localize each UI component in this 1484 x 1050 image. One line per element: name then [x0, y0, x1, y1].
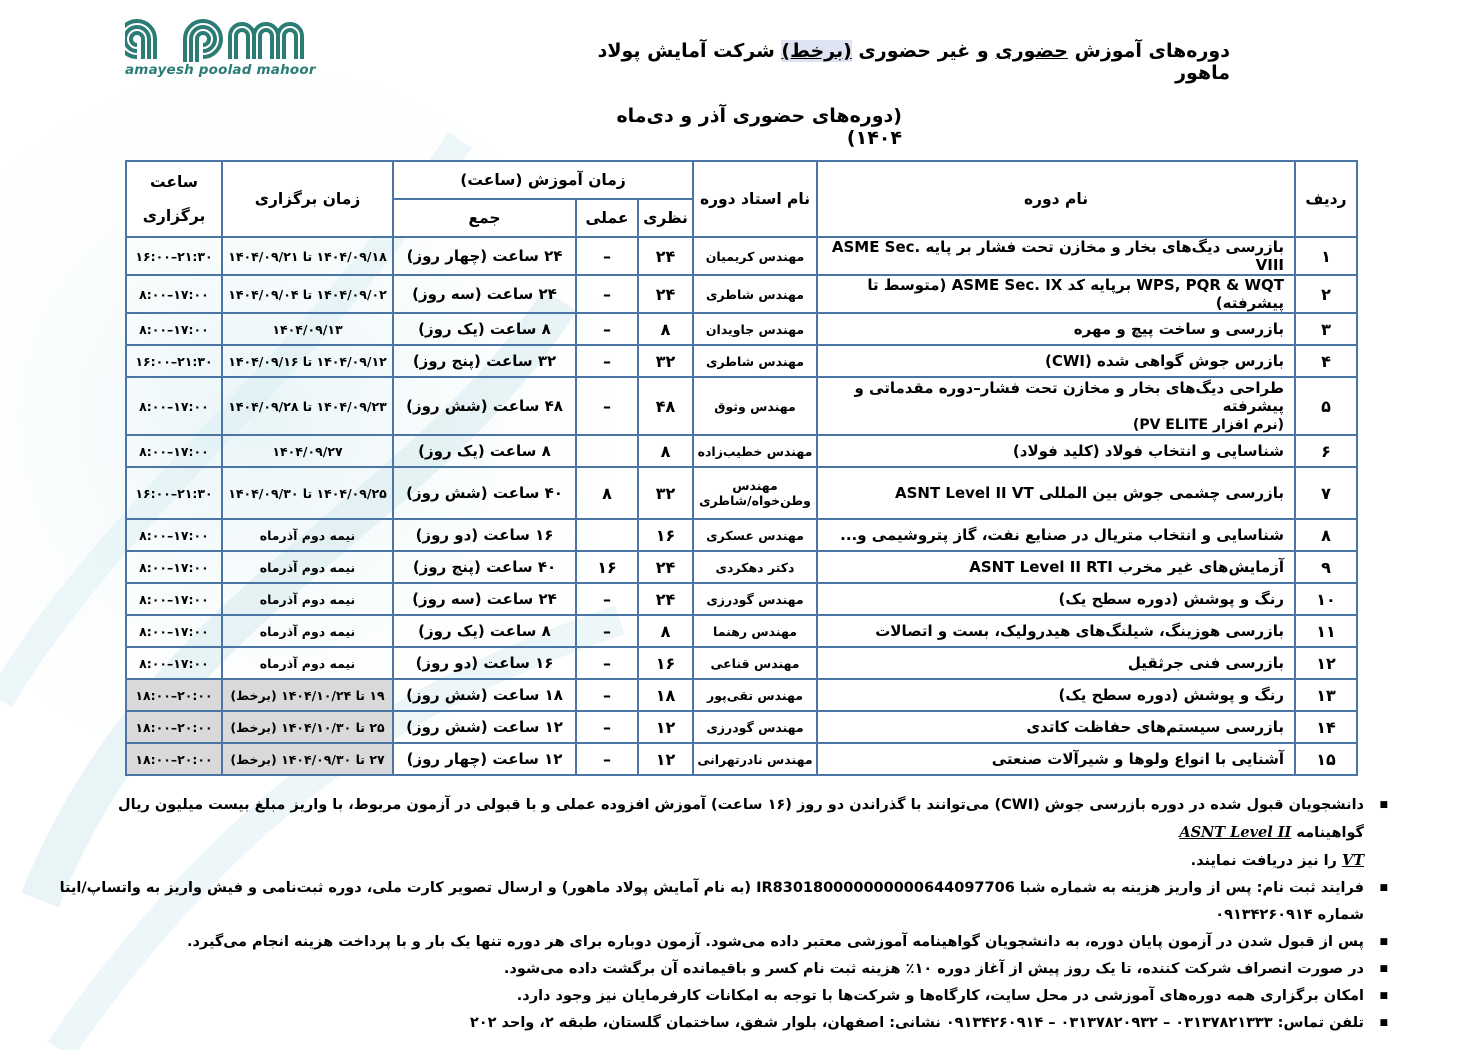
row-index [1295, 679, 1357, 711]
course-name [817, 519, 1295, 551]
session-hours [126, 615, 222, 647]
theory-hours [638, 377, 693, 435]
instructor-name [693, 711, 817, 743]
session-hours-text: ۲۰:۰۰–۱۸:۰۰ [135, 751, 213, 767]
row-index-text: ۲ [1321, 284, 1331, 304]
theory-hours-text: ۱۲ [655, 717, 676, 737]
note-item [48, 983, 1364, 1010]
course-date-text: ۱۴۰۴/۰۹/۱۸ تا ۱۴۰۴/۰۹/۲۱ [228, 248, 387, 264]
practical-hours [576, 435, 638, 467]
course-name-line2: (نرم افزار PV ELITE) [1132, 417, 1284, 433]
session-hours [126, 711, 222, 743]
note-text: فرایند ثبت نام: پس از واریز هزینه به شماره شبا IR830180000000000644097706 (به نام آمایش پولاد ماهور) و ارسال تصویر کارت ملی، دوره ثبت‌نامی و فیش واریز به واتساپ/ایتا شماره ۰۹۱۳۴۲۶۰۹۱۴ [59, 880, 1364, 923]
instructor-name [693, 551, 817, 583]
instructor-name [693, 647, 817, 679]
table-row [126, 519, 1357, 551]
theory-hours-text: ۸ [660, 621, 671, 641]
total-hours [393, 711, 576, 743]
total-hours-text: ۱۲ ساعت (چهار روز) [406, 750, 563, 768]
header-theory: نظری [638, 199, 693, 237]
row-index-text: ۶ [1321, 441, 1331, 461]
title-part: و غیر حضوری [851, 40, 996, 62]
instructor-name-line2: وطن‌خواه/شاطری [699, 493, 811, 508]
course-date [222, 435, 393, 467]
notes-list [48, 792, 1388, 1037]
note-text: دانشجویان قبول شده در دوره بازرسی جوش (CWI) می‌توانند با گذراندن دو روز (۱۶ ساعت) آموزش افزوده عملی و با قبولی در آزمون مربوط، با واریز مبلغ بیست میلیون ریال گواهینامه [118, 797, 1364, 841]
course-name [817, 313, 1295, 345]
practical-hours-text: – [603, 396, 611, 416]
row-index-text: ۱۱ [1316, 621, 1336, 641]
note-text: امکان برگزاری همه دوره‌های آموزشی در محل سایت، کارگاه‌ها و شرکت‌ها با توجه به امکانات کارفرمایان نیز وجود دارد. [516, 988, 1364, 1004]
practical-hours-text: – [603, 717, 611, 737]
theory-hours [638, 551, 693, 583]
total-hours [393, 583, 576, 615]
instructor-name-text: مهندس [732, 478, 778, 493]
table-row [126, 237, 1357, 275]
course-name [817, 377, 1295, 435]
instructor-name-text: مهندس کریمیان [705, 248, 805, 264]
page-title [540, 40, 1230, 84]
row-index [1295, 711, 1357, 743]
note-cert-suffix: VT [1341, 852, 1364, 869]
practical-hours [576, 615, 638, 647]
theory-hours [638, 711, 693, 743]
theory-hours [638, 679, 693, 711]
course-name [817, 275, 1295, 313]
header-total: جمع [393, 199, 576, 237]
instructor-name-text: مهندس قناعی [710, 655, 800, 671]
total-hours [393, 275, 576, 313]
row-index-text: ۱۴ [1316, 717, 1336, 737]
theory-hours [638, 313, 693, 345]
instructor-name [693, 583, 817, 615]
row-index [1295, 377, 1357, 435]
course-name-text: بازرسی فنی جرثقیل [1127, 654, 1284, 672]
table-row [126, 435, 1357, 467]
theory-hours [638, 615, 693, 647]
course-date-text: نیمه دوم آذرماه [259, 527, 356, 543]
instructor-name-text: مهندس تقی‌پور [707, 687, 803, 703]
row-index-text: ۱ [1321, 246, 1331, 266]
row-index-text: ۵ [1321, 396, 1331, 416]
instructor-name [693, 377, 817, 435]
practical-hours [576, 743, 638, 775]
practical-hours [576, 647, 638, 679]
total-hours [393, 551, 576, 583]
course-name-text: WPS, PQR & WQT برپایه کد ASME Sec. IX (متوسط تا پیشرفته) [867, 276, 1284, 312]
row-index [1295, 519, 1357, 551]
session-hours-text: ۱۷:۰۰–۸:۰۰ [139, 321, 209, 337]
session-hours-text: ۱۷:۰۰–۸:۰۰ [139, 623, 209, 639]
total-hours [393, 345, 576, 377]
course-date-text: ۱۹ تا ۱۴۰۴/۱۰/۲۴ (برخط) [230, 687, 385, 703]
session-hours-text: ۲۰:۰۰–۱۸:۰۰ [135, 687, 213, 703]
course-name [817, 467, 1295, 519]
course-date-text: ۱۴۰۴/۰۹/۲۷ [272, 443, 343, 459]
row-index [1295, 647, 1357, 679]
practical-hours-text: – [603, 749, 611, 769]
session-hours-text: ۲۰:۰۰–۱۸:۰۰ [135, 719, 213, 735]
instructor-name-text: مهندس گودرزی [706, 591, 804, 607]
practical-hours [576, 467, 638, 519]
total-hours-text: ۴۰ ساعت (شش روز) [406, 484, 563, 502]
row-index [1295, 435, 1357, 467]
theory-hours-text: ۲۴ [655, 589, 676, 609]
title-part-highlight: (برخط) [781, 40, 852, 62]
course-date [222, 467, 393, 519]
logo-text: amayesh poolad mahoor [125, 62, 316, 78]
theory-hours [638, 237, 693, 275]
course-name-text: طراحی دیگ‌های بخار و مخازن تحت فشار–دوره مقدماتی و پیشرفته [854, 379, 1284, 415]
course-date-text: ۱۴۰۴/۰۹/۲۳ تا ۱۴۰۴/۰۹/۲۸ [228, 398, 387, 414]
session-hours-text: ۲۱:۳۰–۱۶:۰۰ [135, 485, 213, 501]
header-row: ردیف [1295, 161, 1357, 237]
course-name [817, 679, 1295, 711]
course-date-text: ۲۷ تا ۱۴۰۴/۰۹/۳۰ (برخط) [230, 751, 385, 767]
course-name [817, 647, 1295, 679]
session-hours [126, 743, 222, 775]
total-hours [393, 647, 576, 679]
theory-hours-text: ۸ [660, 319, 671, 339]
course-date [222, 345, 393, 377]
note-text: را نیز دریافت نمایند. [1190, 853, 1342, 869]
course-name-text: شناسایی و انتخاب متریال در صنایع نفت، گاز پتروشیمی و... [840, 526, 1284, 544]
note-item [48, 956, 1364, 983]
session-hours [126, 551, 222, 583]
total-hours-text: ۱۶ ساعت (دو روز) [415, 654, 554, 672]
course-name-text: رنگ و پوشش (دوره سطح یک) [1058, 590, 1284, 608]
session-hours-text: ۱۷:۰۰–۸:۰۰ [139, 443, 209, 459]
table-row [126, 467, 1357, 519]
total-hours [393, 377, 576, 435]
total-hours [393, 237, 576, 275]
course-date-text: نیمه دوم آذرماه [259, 623, 356, 639]
total-hours-text: ۳۲ ساعت (پنج روز) [412, 352, 557, 370]
course-name [817, 711, 1295, 743]
course-date [222, 711, 393, 743]
course-date [222, 743, 393, 775]
note-item [48, 792, 1364, 875]
total-hours [393, 615, 576, 647]
course-name-text: آزمایش‌های غیر مخرب ASNT Level II RTI [969, 558, 1284, 576]
theory-hours-text: ۸ [660, 441, 671, 461]
session-hours-text: ۱۷:۰۰–۸:۰۰ [139, 398, 209, 414]
course-name [817, 615, 1295, 647]
instructor-name [693, 313, 817, 345]
course-date [222, 615, 393, 647]
note-item [48, 1010, 1364, 1037]
table-row [126, 615, 1357, 647]
table-row [126, 313, 1357, 345]
instructor-name-text: مهندس رهنما [713, 623, 797, 639]
session-hours [126, 467, 222, 519]
header-course: نام دوره [817, 161, 1295, 237]
instructor-name-text: مهندس شاطری [706, 353, 804, 369]
practical-hours [576, 275, 638, 313]
total-hours-text: ۴۸ ساعت (شش روز) [406, 397, 563, 415]
practical-hours [576, 551, 638, 583]
session-hours [126, 679, 222, 711]
theory-hours-text: ۱۲ [655, 749, 676, 769]
total-hours-text: ۱۸ ساعت (شش روز) [406, 686, 563, 704]
course-name [817, 583, 1295, 615]
table-row [126, 551, 1357, 583]
apm-logo-icon [125, 14, 310, 64]
theory-hours [638, 647, 693, 679]
note-text: در صورت انصراف شرکت کننده، تا یک روز پیش از آغاز دوره ۱۰٪ هزینه ثبت نام کسر و باقیمانده آن برگشت داده می‌شود. [503, 961, 1364, 977]
course-name-text: بازرسی و ساخت پیچ و مهره [1073, 320, 1284, 338]
total-hours [393, 313, 576, 345]
instructor-name-text: دکتر دهکردی [715, 559, 795, 575]
total-hours-text: ۱۲ ساعت (شش روز) [406, 718, 563, 736]
session-hours [126, 313, 222, 345]
header-hours: ساعت برگزاری [126, 161, 222, 237]
practical-hours-text: ۸ [602, 483, 612, 503]
note-text: پس از قبول شدن در آزمون پایان دوره، به دانشجویان گواهینامه آموزشی معتبر داده می‌شود. آزمون دوباره برای هر دوره تنها یک بار و با پرداخت هزینه انجام می‌گیرد. [186, 934, 1364, 950]
header-training-time: زمان آموزش (ساعت) [393, 161, 693, 199]
course-date [222, 551, 393, 583]
note-text: تلفن تماس: ۰۳۱۳۷۸۲۱۳۳۳ – ۰۳۱۳۷۸۲۰۹۳۲ – ۰۹۱۳۴۲۶۰۹۱۴ نشانی: اصفهان، بلوار شفق، ساختمان گلستان، طبقه ۲، واحد ۲۰۲ [469, 1015, 1364, 1031]
practical-hours [576, 679, 638, 711]
theory-hours [638, 275, 693, 313]
instructor-name-text: مهندس جاویدان [705, 321, 805, 337]
practical-hours-text: – [603, 621, 611, 641]
row-index [1295, 237, 1357, 275]
row-index-text: ۸ [1321, 525, 1331, 545]
row-index [1295, 615, 1357, 647]
row-index [1295, 275, 1357, 313]
theory-hours-text: ۴۸ [655, 396, 676, 416]
row-index-text: ۹ [1321, 557, 1331, 577]
course-date [222, 275, 393, 313]
course-date-text: نیمه دوم آذرماه [259, 591, 356, 607]
course-name-text: بازرس جوش گواهی شده (CWI) [1044, 352, 1284, 370]
instructor-name-text: مهندس وثوق [714, 398, 796, 414]
theory-hours [638, 435, 693, 467]
practical-hours-text: – [603, 589, 611, 609]
total-hours [393, 519, 576, 551]
instructor-name [693, 615, 817, 647]
total-hours-text: ۴۰ ساعت (پنج روز) [412, 558, 557, 576]
theory-hours [638, 345, 693, 377]
session-hours [126, 275, 222, 313]
practical-hours [576, 519, 638, 551]
company-logo [125, 14, 316, 86]
course-date-text: نیمه دوم آذرماه [259, 559, 356, 575]
row-index-text: ۳ [1321, 319, 1331, 339]
row-index-text: ۱۲ [1316, 653, 1336, 673]
instructor-name-text: مهندس نادرتهرانی [697, 751, 813, 767]
row-index-text: ۴ [1321, 351, 1331, 371]
session-hours [126, 435, 222, 467]
practical-hours-text: – [603, 351, 611, 371]
theory-hours-text: ۲۴ [655, 284, 676, 304]
theory-hours-text: ۳۲ [655, 351, 676, 371]
title-part: دوره‌های آموزش [1067, 40, 1230, 62]
table-row [126, 377, 1357, 435]
table-row [126, 743, 1357, 775]
title-part: شرکت آمایش پولاد ماهور [597, 40, 1230, 84]
practical-hours [576, 237, 638, 275]
instructor-name [693, 519, 817, 551]
session-hours-text: ۱۷:۰۰–۸:۰۰ [139, 286, 209, 302]
session-hours [126, 377, 222, 435]
session-hours [126, 345, 222, 377]
practical-hours [576, 583, 638, 615]
theory-hours-text: ۲۴ [655, 557, 676, 577]
course-date [222, 377, 393, 435]
session-hours-text: ۱۷:۰۰–۸:۰۰ [139, 527, 209, 543]
course-date [222, 519, 393, 551]
theory-hours-text: ۲۴ [655, 246, 676, 266]
table-row [126, 345, 1357, 377]
course-date [222, 583, 393, 615]
practical-hours [576, 711, 638, 743]
course-name-text: رنگ و پوشش (دوره سطح یک) [1058, 686, 1284, 704]
page-subtitle: (دوره‌های حضوری آذر و دی‌ماه ۱۴۰۴) [616, 105, 902, 149]
session-hours-text: ۲۱:۳۰–۱۶:۰۰ [135, 353, 213, 369]
session-hours-text: ۱۷:۰۰–۸:۰۰ [139, 591, 209, 607]
row-index-text: ۱۵ [1316, 749, 1336, 769]
row-index [1295, 551, 1357, 583]
practical-hours-text: ۱۶ [597, 557, 617, 577]
course-date-text: ۲۵ تا ۱۴۰۴/۱۰/۳۰ (برخط) [230, 719, 385, 735]
session-hours [126, 237, 222, 275]
note-item [48, 929, 1364, 956]
instructor-name [693, 679, 817, 711]
theory-hours-text: ۱۸ [655, 685, 676, 705]
course-date-text: ۱۴۰۴/۰۹/۱۳ [272, 321, 343, 337]
instructor-name-text: مهندس عسکری [706, 527, 804, 543]
course-name-text: شناسایی و انتخاب فولاد (کلید فولاد) [1012, 442, 1284, 460]
table-row [126, 583, 1357, 615]
session-hours-text: ۱۷:۰۰–۸:۰۰ [139, 559, 209, 575]
total-hours-text: ۲۴ ساعت (چهار روز) [406, 247, 563, 265]
instructor-name [693, 743, 817, 775]
header-practical: عملی [576, 199, 638, 237]
table-row [126, 679, 1357, 711]
instructor-name [693, 237, 817, 275]
course-date [222, 313, 393, 345]
practical-hours [576, 345, 638, 377]
course-name-text: بازرسی هوزینگ، شیلنگ‌های هیدرولیک، بست و اتصالات [875, 622, 1284, 640]
theory-hours [638, 519, 693, 551]
theory-hours-text: ۱۶ [655, 653, 676, 673]
theory-hours-text: ۳۲ [655, 483, 676, 503]
total-hours-text: ۲۴ ساعت (سه روز) [412, 285, 557, 303]
theory-hours [638, 743, 693, 775]
practical-hours-text: – [603, 319, 611, 339]
course-name-text: آشنایی با انواع ولوها و شیرآلات صنعتی [991, 750, 1284, 768]
course-date [222, 647, 393, 679]
table-row [126, 647, 1357, 679]
total-hours [393, 679, 576, 711]
theory-hours [638, 467, 693, 519]
courses-table-body [126, 237, 1357, 775]
table-row [126, 711, 1357, 743]
instructor-name [693, 275, 817, 313]
course-date [222, 237, 393, 275]
courses-table-wrapper [125, 160, 1356, 776]
total-hours [393, 435, 576, 467]
row-index [1295, 583, 1357, 615]
row-index-text: ۱۰ [1316, 589, 1336, 609]
total-hours-text: ۸ ساعت (یک روز) [418, 320, 551, 338]
total-hours-text: ۸ ساعت (یک روز) [418, 442, 551, 460]
course-name-text: بازرسی چشمی جوش بین المللی ASNT Level II VT [894, 484, 1284, 502]
course-name-text: بازرسی دیگ‌های بخار و مخازن تحت فشار بر پایه ASME Sec. VIII [831, 238, 1284, 274]
course-date-text: نیمه دوم آذرماه [259, 655, 356, 671]
row-index-text: ۱۳ [1316, 685, 1336, 705]
instructor-name-text: مهندس شاطری [706, 286, 804, 302]
row-index [1295, 345, 1357, 377]
instructor-name-text: مهندس گودرزی [706, 719, 804, 735]
session-hours-text: ۱۷:۰۰–۸:۰۰ [139, 655, 209, 671]
header-date: زمان برگزاری [222, 161, 393, 237]
theory-hours [638, 583, 693, 615]
title-part-underlined: حضوری [995, 40, 1068, 62]
note-cert-name: ASNT Level II [1179, 824, 1292, 841]
course-name [817, 237, 1295, 275]
course-name [817, 743, 1295, 775]
session-hours [126, 583, 222, 615]
course-name-text: بازرسی سیستم‌های حفاظت کاتدی [1026, 718, 1284, 736]
course-date-text: ۱۴۰۴/۰۹/۲۵ تا ۱۴۰۴/۰۹/۳۰ [228, 485, 387, 501]
instructor-name-text: مهندس خطیب‌زاده [697, 443, 813, 459]
note-item [48, 875, 1364, 929]
row-index [1295, 313, 1357, 345]
course-name [817, 435, 1295, 467]
instructor-name [693, 467, 817, 519]
instructor-name [693, 435, 817, 467]
row-index [1295, 743, 1357, 775]
course-date-text: ۱۴۰۴/۰۹/۰۲ تا ۱۴۰۴/۰۹/۰۴ [228, 286, 387, 302]
total-hours-text: ۱۶ ساعت (دو روز) [415, 526, 554, 544]
practical-hours [576, 313, 638, 345]
table-row [126, 275, 1357, 313]
row-index [1295, 467, 1357, 519]
course-date [222, 679, 393, 711]
course-name [817, 551, 1295, 583]
courses-table [125, 160, 1358, 776]
practical-hours [576, 377, 638, 435]
practical-hours-text: – [603, 246, 611, 266]
total-hours-text: ۲۴ ساعت (سه روز) [412, 590, 557, 608]
practical-hours-text: – [603, 653, 611, 673]
total-hours [393, 743, 576, 775]
practical-hours-text: – [603, 685, 611, 705]
session-hours [126, 647, 222, 679]
session-hours-text: ۲۱:۳۰–۱۶:۰۰ [135, 248, 213, 264]
session-hours [126, 519, 222, 551]
total-hours-text: ۸ ساعت (یک روز) [418, 622, 551, 640]
row-index-text: ۷ [1321, 483, 1331, 503]
notes-section [48, 792, 1388, 1037]
instructor-name [693, 345, 817, 377]
course-name [817, 345, 1295, 377]
theory-hours-text: ۱۶ [655, 525, 676, 545]
course-date-text: ۱۴۰۴/۰۹/۱۲ تا ۱۴۰۴/۰۹/۱۶ [228, 353, 387, 369]
header-instructor: نام استاد دوره [693, 161, 817, 237]
total-hours [393, 467, 576, 519]
practical-hours-text: – [603, 284, 611, 304]
